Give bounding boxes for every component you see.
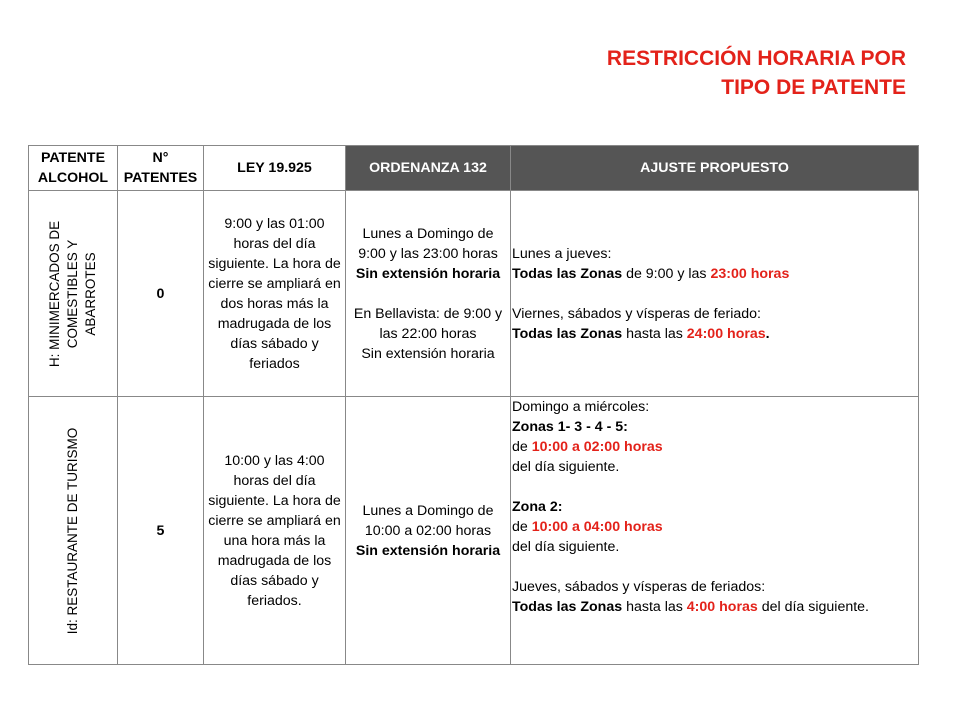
header-ajuste: AJUSTE PROPUESTO	[511, 146, 919, 191]
patente-cell: H: MINIMERCADOS DE COMESTIBLES Y ABARROTES	[29, 191, 118, 397]
ajuste-cell: Lunes a jueves: Todas las Zonas de 9:00 y las 23:00 horas Viernes, sábados y vísperas de feriado: Todas las Zonas hasta las 24:00 horas.	[511, 191, 919, 397]
ley-cell: 9:00 y las 01:00 horas del día siguiente. La hora de cierre se ampliará en dos horas más la madrugada de los días sábado y feriados	[204, 191, 346, 397]
table-row	[29, 191, 919, 397]
patente-cell: Id: RESTAURANTE DE TURISMO	[29, 397, 118, 665]
restriction-table	[28, 145, 919, 665]
header-patente: PATENTE ALCOHOL	[29, 146, 118, 191]
header-row	[29, 146, 919, 191]
title-line-2: TIPO DE PATENTE	[721, 76, 906, 99]
header-ordenanza: ORDENANZA 132	[346, 146, 511, 191]
table-row	[29, 397, 919, 665]
ajuste-cell: Domingo a miércoles: Zonas 1- 3 - 4 - 5: de 10:00 a 02:00 horas del día siguiente. Zona 2: de 10:00 a 04:00 horas del día siguiente. Jueves, sábados y vísperas de feriados: Todas las Zonas hasta las 4:00 horas del día siguiente.	[511, 397, 919, 665]
header-numero: N° PATENTES	[118, 146, 204, 191]
header-ley: LEY 19.925	[204, 146, 346, 191]
numero-cell: 0	[118, 191, 204, 397]
ordenanza-cell: Lunes a Domingo de 10:00 a 02:00 horas Sin extensión horaria	[346, 397, 511, 665]
numero-cell: 5	[118, 397, 204, 665]
ordenanza-cell: Lunes a Domingo de 9:00 y las 23:00 horas Sin extensión horaria En Bellavista: de 9:00 y las 22:00 horas Sin extensión horaria	[346, 191, 511, 397]
page-title	[506, 44, 906, 102]
ley-cell: 10:00 y las 4:00 horas del día siguiente. La hora de cierre se ampliará en una hora más la madrugada de los días sábado y feriados.	[204, 397, 346, 665]
title-line-1: RESTRICCIÓN HORARIA POR	[606, 47, 906, 70]
